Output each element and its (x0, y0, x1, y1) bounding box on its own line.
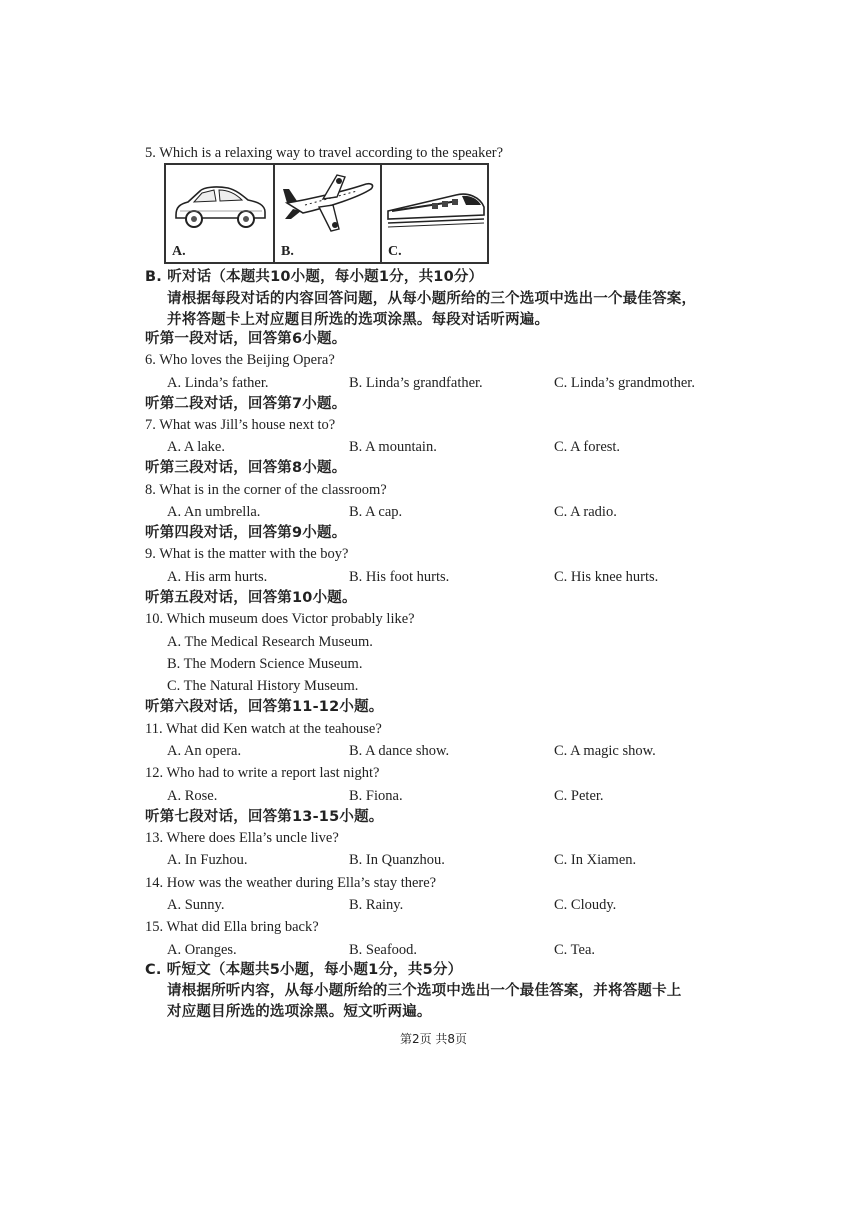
section-b-instruction-2: 并将答题卡上对应题目所选的选项涂黑。每段对话听两遍。 (167, 312, 550, 328)
picture-option-c (380, 165, 487, 262)
airplane-icon (279, 171, 379, 241)
question-11: 11. What did Ken watch at the teahouse? (145, 721, 382, 737)
q13-option-a: A. In Fuzhou. (167, 852, 248, 868)
q7-option-c: C. A forest. (554, 439, 621, 455)
question-15: 15. What did Ella bring back? (145, 919, 319, 935)
question-6: 6. Who loves the Beijing Opera? (145, 352, 335, 368)
picture-label-b: B. (280, 244, 294, 259)
question-12: 12. Who had to write a report last night? (145, 765, 380, 781)
q10-option-a: A. The Medical Research Museum. (167, 634, 373, 650)
q6-option-a: A. Linda’s father. (167, 375, 269, 391)
dialogue-1-heading: 听第一段对话，回答第6小题。 (145, 331, 347, 347)
q14-option-b: B. Rainy. (349, 897, 404, 913)
question-9: 9. What is the matter with the boy? (145, 546, 349, 562)
q8-option-b: B. A cap. (349, 504, 403, 520)
picture-label-c: C. (387, 244, 402, 259)
q14-option-c: C. Cloudy. (554, 897, 617, 913)
q6-option-c: C. Linda’s grandmother. (554, 375, 695, 391)
train-icon (386, 171, 486, 241)
section-c-instruction-2: 对应题目所选的选项涂黑。短文听两遍。 (167, 1004, 432, 1020)
page-footer: 第2页 共8页 (399, 1032, 468, 1046)
q12-option-b: B. Fiona. (349, 788, 403, 804)
q11-option-a: A. An opera. (167, 743, 242, 759)
section-b-instruction-1: 请根据每段对话的内容回答问题，从每小题所给的三个选项中选出一个最佳答案， (167, 291, 697, 307)
question-7: 7. What was Jill’s house next to? (145, 417, 336, 433)
q11-option-c: C. A magic show. (554, 743, 656, 759)
dialogue-5-heading: 听第五段对话，回答第10小题。 (145, 590, 357, 606)
dialogue-2-heading: 听第二段对话，回答第7小题。 (145, 396, 347, 412)
q12-option-a: A. Rose. (167, 788, 218, 804)
q7-option-a: A. A lake. (167, 439, 225, 455)
q9-option-c: C. His knee hurts. (554, 569, 659, 585)
section-b-title: B. 听对话（本题共10小题，每小题1分，共10分） (145, 269, 484, 285)
q7-option-b: B. A mountain. (349, 439, 437, 455)
question-5-pictures (164, 163, 489, 264)
q11-option-b: B. A dance show. (349, 743, 450, 759)
q15-option-b: B. Seafood. (349, 942, 418, 958)
picture-label-a: A. (172, 244, 186, 259)
dialogue-3-heading: 听第三段对话，回答第8小题。 (145, 460, 347, 476)
q9-option-b: B. His foot hurts. (349, 569, 450, 585)
q13-option-c: C. In Xiamen. (554, 852, 637, 868)
question-13: 13. Where does Ella’s uncle live? (145, 830, 339, 846)
q15-option-a: A. Oranges. (167, 942, 237, 958)
q14-option-a: A. Sunny. (167, 897, 225, 913)
question-14: 14. How was the weather during Ella’s stay there? (145, 875, 437, 891)
picture-option-b (273, 165, 380, 262)
picture-option-a (166, 165, 273, 262)
q9-option-a: A. His arm hurts. (167, 569, 268, 585)
q13-option-b: B. In Quanzhou. (349, 852, 445, 868)
section-c-title: C. 听短文（本题共5小题，每小题1分，共5分） (145, 962, 463, 978)
question-10: 10. Which museum does Victor probably like? (145, 611, 415, 627)
section-c-instruction-1: 请根据所听内容，从每小题所给的三个选项中选出一个最佳答案，并将答题卡上 (167, 983, 682, 999)
question-8: 8. What is in the corner of the classroom? (145, 482, 387, 498)
q10-option-b: B. The Modern Science Museum. (167, 656, 363, 672)
car-icon (170, 171, 270, 241)
q6-option-b: B. Linda’s grandfather. (349, 375, 483, 391)
q12-option-c: C. Peter. (554, 788, 604, 804)
dialogue-7-heading: 听第七段对话，回答第13-15小题。 (145, 809, 384, 825)
q10-option-c: C. The Natural History Museum. (167, 678, 359, 694)
question-5: 5. Which is a relaxing way to travel according to the speaker? (145, 145, 504, 161)
q8-option-c: C. A radio. (554, 504, 617, 520)
q8-option-a: A. An umbrella. (167, 504, 261, 520)
dialogue-4-heading: 听第四段对话，回答第9小题。 (145, 525, 347, 541)
dialogue-6-heading: 听第六段对话，回答第11-12小题。 (145, 699, 384, 715)
q15-option-c: C. Tea. (554, 942, 596, 958)
